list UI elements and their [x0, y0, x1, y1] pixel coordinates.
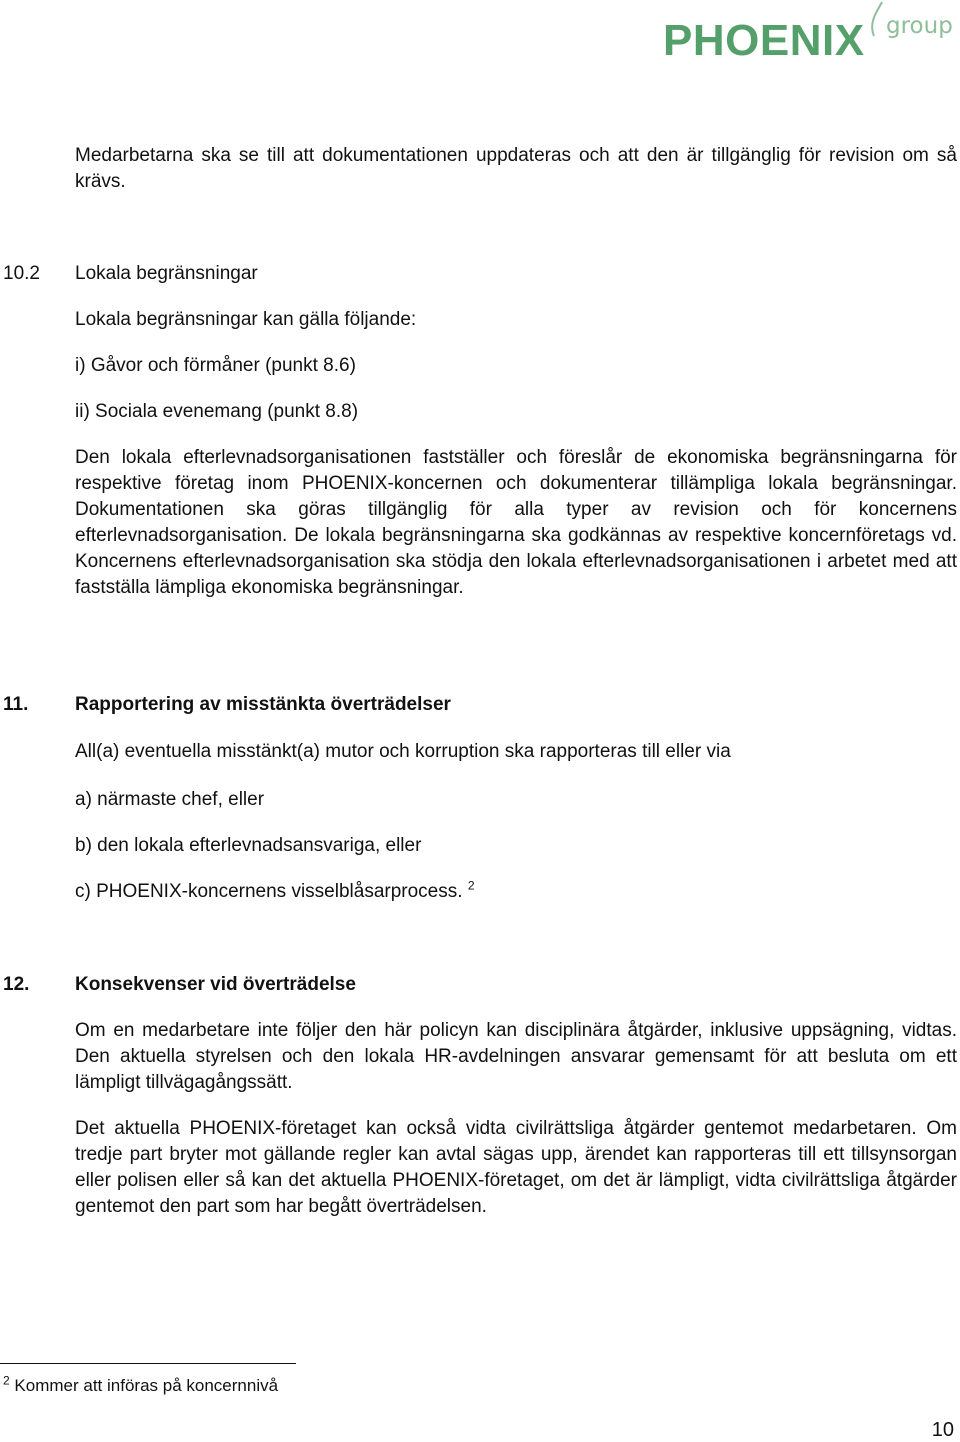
list-item-c-text: c) PHOENIX-koncernens visselblåsarprocess.: [75, 881, 463, 902]
footnote-separator: [0, 1363, 296, 1364]
list-item-ii: ii) Sociala evenemang (punkt 8.8): [75, 401, 359, 422]
list-item-a: a) närmaste chef, eller: [75, 789, 265, 810]
intro-paragraph: Medarbetarna ska se till att dokumentationen uppdateras och att den är tillgänglig för revision om så krävs.: [75, 145, 957, 192]
section-12-number: 12.: [3, 974, 30, 995]
section-12-paragraph-2: Det aktuella PHOENIX-företaget kan också vidta civilrättsliga åtgärder gentemot medarbetaren. Om tredje part bryter mot gällande regler kan avtal sägas upp, ärendet kan rapporteras till ett tillsynsorgan eller polisen eller så kan det aktuella PHOENIX-företaget, om det är lämpligt, vidta civilrättsliga åtgärder gentemot den part som har begått överträdelsen.: [75, 1118, 957, 1217]
list-item-i: i) Gåvor och förmåner (punkt 8.6): [75, 355, 356, 376]
section-10-2-paragraph: Den lokala efterlevnadsorganisationen fastställer och föreslår de ekonomiska begränsningarna för respektive företag inom PHOENIX-koncernen och dokumenterar tillämpliga lokala begränsningar. Dokumentationen ska göras tillgänglig för alla typer av revision och för koncernens efterlevnadsorganisation. De lokala begränsningarna ska godkännas av respektive koncernföretags vd. Koncernens efterlevnadsorganisation ska stödja den lokala efterlevnadsorganisationen i arbetet med att fastställa lämpliga ekonomiska begränsningar.: [75, 447, 957, 598]
page-number: 10: [931, 1419, 954, 1441]
section-10-2-number: 10.2: [3, 263, 40, 284]
section-12-title: Konsekvenser vid överträdelse: [75, 974, 356, 995]
footnote: [3, 1374, 278, 1398]
footnote-reference[interactable]: 2: [467, 878, 475, 893]
list-item-c: [75, 879, 475, 905]
section-11-title: Rapportering av misstänkta överträdelser: [75, 694, 451, 715]
section-12-paragraph-1: Om en medarbetare inte följer den här policyn kan disciplinära åtgärder, inklusive uppsägning, vidtas. Den aktuella styrelsen och den lokala HR-avdelningen ansvarar gemensamt för att besluta om ett lämpligt tillvägagångssätt.: [75, 1020, 957, 1093]
logo-group-text: group: [886, 13, 953, 39]
section-11-number: 11.: [3, 694, 29, 715]
section-10-2-lead: Lokala begränsningar kan gälla följande:: [75, 309, 417, 330]
section-11-lead: All(a) eventuella misstänkt(a) mutor och korruption ska rapporteras till eller via: [75, 741, 731, 762]
phoenix-group-logo: [660, 0, 960, 68]
section-10-2-title: Lokala begränsningar: [75, 263, 258, 284]
footnote-marker: 2: [3, 1373, 10, 1388]
logo-wordmark: PHOENIX: [663, 16, 865, 65]
list-item-b: b) den lokala efterlevnadsansvariga, eller: [75, 835, 422, 856]
footnote-text: Kommer att införas på koncernnivå: [14, 1376, 279, 1395]
